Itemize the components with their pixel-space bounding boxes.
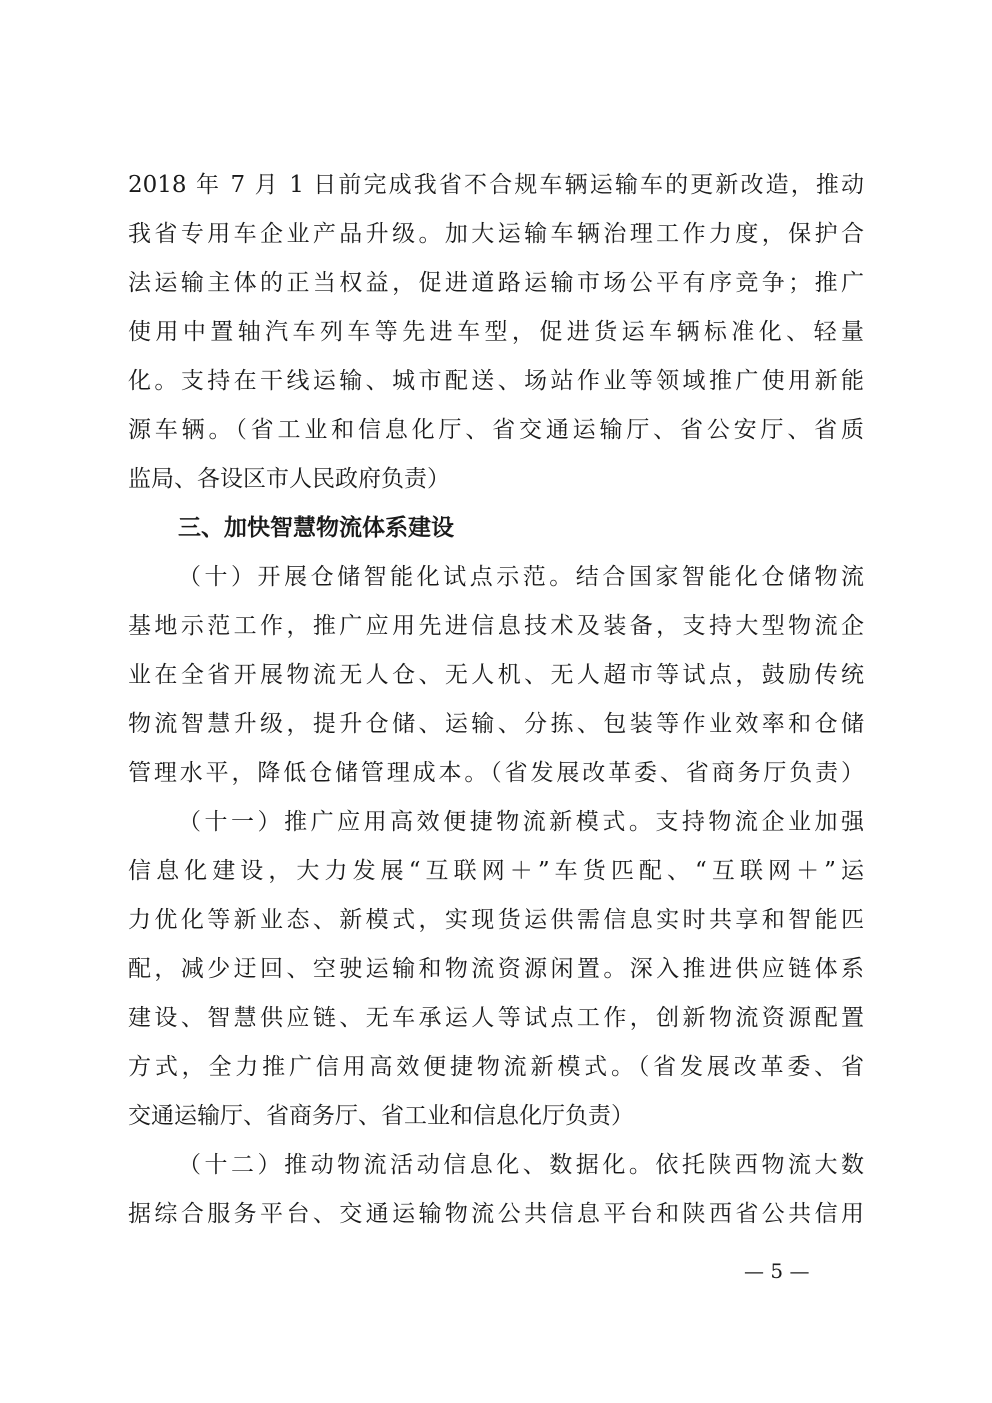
body-text-line: 化。支持在干线运输、城市配送、场站作业等领域推广使用新能 [128,368,864,394]
body-text-line: 我省专用车企业产品升级。加大运输车辆治理工作力度，保护合 [128,221,864,247]
body-text-line: 配，减少迂回、空驶运输和物流资源闲置。深入推进供应链体系 [128,956,864,982]
body-text-line: 2018 年 7 月 1 日前完成我省不合规车辆运输车的更新改造，推动 [128,172,864,198]
body-text-line: 力优化等新业态、新模式，实现货运供需信息实时共享和智能匹 [128,907,864,933]
body-text-line: 物流智慧升级，提升仓储、运输、分拣、包装等作业效率和仓储 [128,711,864,737]
paragraph-first-line: （十二）推动物流活动信息化、数据化。依托陕西物流大数 [178,1152,864,1178]
paragraph-first-line: （十）开展仓储智能化试点示范。结合国家智能化仓储物流 [178,564,864,590]
page-number: — 5 — [744,1259,810,1283]
body-text-line: 业在全省开展物流无人仓、无人机、无人超市等试点，鼓励传统 [128,662,864,688]
body-text-line: 监局、各设区市人民政府负责） [128,466,450,492]
paragraph-first-line: （十一）推广应用高效便捷物流新模式。支持物流企业加强 [178,809,864,835]
body-text-line: 信息化建设，大力发展“互联网＋”车货匹配、“互联网＋”运 [128,858,864,884]
body-text-line: 基地示范工作，推广应用先进信息技术及装备，支持大型物流企 [128,613,864,639]
body-text-line: 方式，全力推广信用高效便捷物流新模式。（省发展改革委、省 [128,1054,864,1080]
body-text-line: 据综合服务平台、交通运输物流公共信息平台和陕西省公共信用 [128,1201,864,1227]
body-text-line: 法运输主体的正当权益，促进道路运输市场公平有序竞争；推广 [128,270,864,296]
body-text-line: 建设、智慧供应链、无车承运人等试点工作，创新物流资源配置 [128,1005,864,1031]
body-text-line: 交通运输厅、省商务厅、省工业和信息化厅负责） [128,1103,634,1129]
body-text-line: 源车辆。（省工业和信息化厅、省交通运输厅、省公安厅、省质 [128,417,864,443]
body-text-line: 管理水平，降低仓储管理成本。（省发展改革委、省商务厅负责） [128,760,864,786]
body-text-line: 使用中置轴汽车列车等先进车型，促进货运车辆标准化、轻量 [128,319,864,345]
section-heading: 三、加快智慧物流体系建设 [178,515,454,541]
